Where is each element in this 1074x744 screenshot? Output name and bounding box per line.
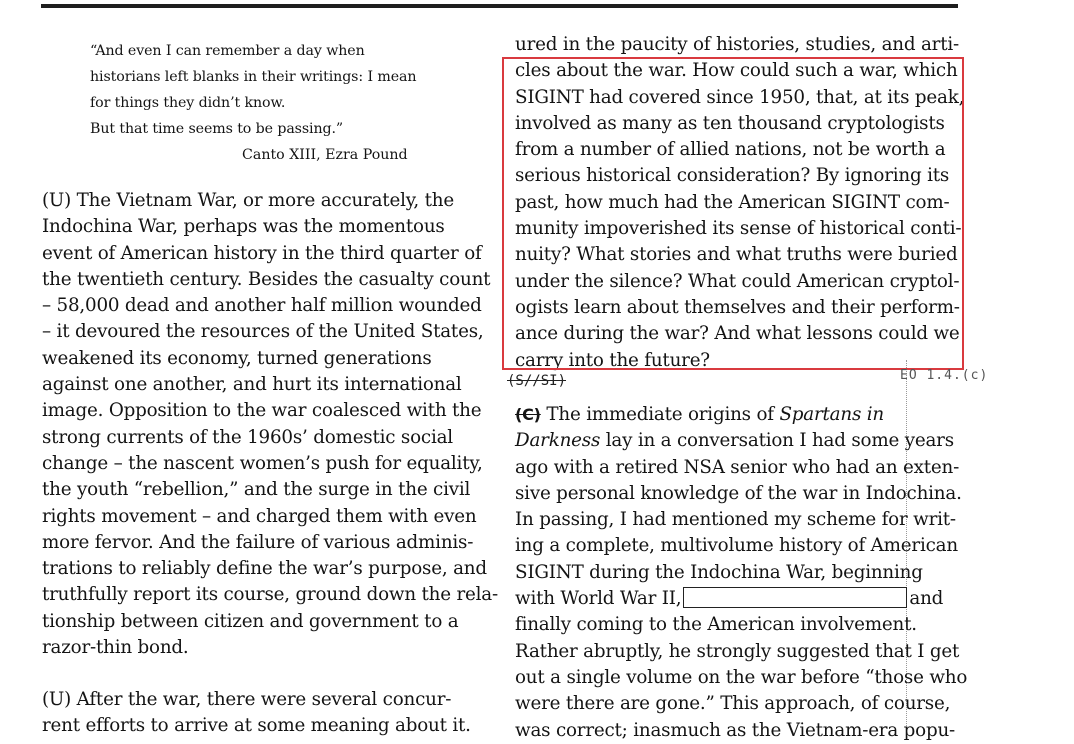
text-line: image. Opposition to the war coalesced with the (42, 400, 482, 422)
text-line: rent efforts to arrive at some meaning about it. (42, 715, 471, 737)
text-line: involved as many as ten thousand cryptologists (515, 112, 945, 134)
text-line: ing a complete, multivolume history of American (515, 535, 958, 557)
eo-marking: EO 1.4.(c) (900, 368, 989, 383)
highlight-box (502, 57, 964, 370)
text-line: the twentieth century. Besides the casualty count (42, 268, 491, 290)
text-span: lay in a conversation I had some years (600, 430, 954, 452)
text-line: – it devoured the resources of the United States, (42, 321, 484, 343)
left-paragraph-2 (42, 687, 480, 740)
text-line: more fervor. And the failure of various adminis- (42, 531, 474, 553)
crossed-classification-mark: (C) (515, 405, 541, 424)
text-line: trations to reliably define the war’s purpose, and (42, 558, 487, 580)
text-line: under the silence? What could American cryptol- (515, 270, 960, 292)
text-line: were there are gone.” This approach, of course, (515, 693, 951, 715)
text-line: serious historical consideration? By ignoring its (515, 165, 950, 187)
text-line: (U) The Vietnam War, or more accurately, the (42, 190, 454, 211)
text-line: strong currents of the 1960s’ domestic social (42, 426, 453, 448)
text-line: carry into the future? (515, 349, 710, 371)
text-line: ago with a retired NSA senior who had an exten- (515, 456, 960, 478)
text-line: change – the nascent women’s push for equality, (42, 452, 483, 474)
text-line: cles about the war. How could such a war, which (515, 60, 958, 82)
text-line: Rather abruptly, he strongly suggested that I get (515, 640, 960, 662)
text-line: razor-thin bond. (42, 637, 189, 659)
text-line (515, 586, 955, 612)
text-line: In passing, I had mentioned my scheme for writ- (515, 509, 956, 531)
text-line: ance during the war? And what lessons could we (515, 323, 960, 345)
text-line: against one another, and hurt its international (42, 374, 462, 396)
text-line: SIGINT during the Indochina War, beginning (515, 561, 923, 583)
top-rule (41, 4, 958, 8)
text-line: event of American history in the third quarter of (42, 242, 482, 264)
epigraph-line: for things they didn’t know. (90, 95, 286, 111)
right-paragraph-2 (515, 402, 968, 744)
text-line: was correct; inasmuch as the Vietnam-era popu- (515, 719, 956, 741)
text-span: and (909, 588, 944, 610)
text-line: – 58,000 dead and another half million wounded (42, 295, 482, 317)
text-line: out a single volume on the war before “those who (515, 666, 968, 688)
text-line: ogists learn about themselves and their perform- (515, 296, 960, 318)
text-line: finally coming to the American involvement. (515, 614, 917, 636)
italic-title: Spartans in (779, 404, 884, 425)
epigraph-attribution: Canto XIII, Ezra Pound (242, 147, 408, 163)
text-line (515, 428, 955, 454)
text-span: The immediate origins of (546, 404, 780, 425)
italic-title: Darkness (515, 430, 601, 452)
text-span: with World War II, (515, 588, 682, 610)
epigraph-line: historians left blanks in their writings: I mean (90, 69, 417, 85)
text-line: from a number of allied nations, not be worth a (515, 139, 946, 161)
text-line (515, 402, 955, 428)
redaction-box (683, 587, 907, 608)
text-line: rights movement – and charged them with even (42, 505, 477, 527)
text-line: truthfully report its course, ground down the rela- (42, 584, 498, 606)
text-line: sive personal knowledge of the war in Indochina. (515, 482, 962, 504)
text-line: tionship between citizen and government to a (42, 610, 459, 632)
text-line: Indochina War, perhaps was the momentous (42, 216, 445, 238)
epigraph (90, 38, 470, 169)
text-line: ured in the paucity of histories, studies, and arti- (515, 34, 959, 55)
text-line: SIGINT had covered since 1950, that, at its peak, (515, 86, 965, 108)
text-line: nuity? What stories and what truths were buried (515, 244, 958, 266)
left-paragraph-1 (42, 188, 498, 661)
text-line: weakened its economy, turned generations (42, 347, 432, 369)
classification-marking: (S//SI) (507, 373, 567, 389)
text-line: (U) After the war, there were several concur- (42, 689, 452, 710)
text-line: the youth “rebellion,” and the surge in the civil (42, 479, 471, 501)
epigraph-line: But that time seems to be passing.” (90, 121, 344, 137)
epigraph-line: “And even I can remember a day when (90, 43, 365, 59)
text-line: munity impoverished its sense of historical conti- (515, 218, 962, 240)
text-line: past, how much had the American SIGINT com- (515, 191, 950, 213)
